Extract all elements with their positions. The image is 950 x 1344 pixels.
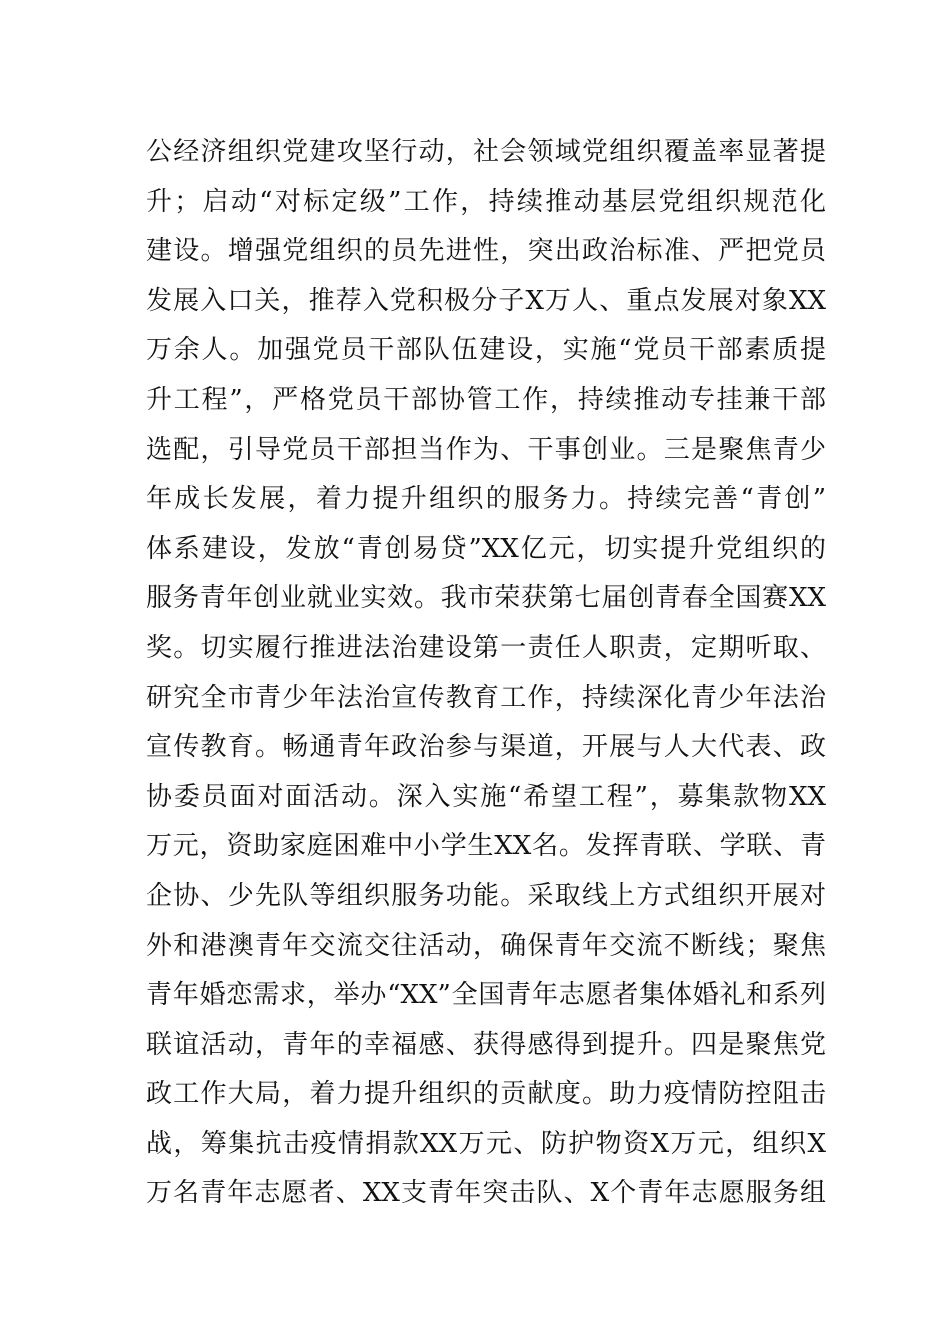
text-line: 青年婚恋需求，举办“XX”全国青年志愿者集体婚礼和系列 (146, 980, 826, 1011)
text-line: 万元，资助家庭困难中小学生XX名。发挥青联、学联、青 (146, 831, 826, 862)
text-line: 公经济组织党建攻坚行动，社会领域党组织覆盖率显著提 (146, 137, 826, 167)
text-line: 战，筹集抗击疫情捐款XX万元、防护物资X万元，组织X (146, 1128, 826, 1159)
text-line: 建设。增强党组织的员先进性，突出政治标准、严把党员 (146, 236, 826, 267)
text-line: 体系建设，发放“青创易贷”XX亿元，切实提升党组织的 (146, 533, 826, 564)
text-line: 年成长发展，着力提升组织的服务力。持续完善“青创” (146, 484, 826, 515)
body-text (146, 128, 826, 1219)
text-line: 研究全市青少年法治宣传教育工作，持续深化青少年法治 (146, 682, 826, 713)
text-line: 万余人。加强党员干部队伍建设，实施“党员干部素质提 (146, 335, 826, 366)
text-line: 协委员面对面活动。深入实施“希望工程”，募集款物XX (146, 781, 826, 812)
text-line: 外和港澳青年交流交往活动，确保青年交流不断线；聚焦 (146, 930, 826, 961)
text-line: 企协、少先队等组织服务功能。采取线上方式组织开展对 (146, 880, 826, 911)
text-line: 奖。切实履行推进法治建设第一责任人职责，定期听取、 (146, 632, 826, 663)
text-line: 政工作大局，着力提升组织的贡献度。助力疫情防控阻击 (146, 1079, 826, 1110)
text-line: 升工程”，严格党员干部协管工作，持续推动专挂兼干部 (146, 384, 826, 415)
text-line: 联谊活动，青年的幸福感、获得感得到提升。四是聚焦党 (146, 1029, 826, 1060)
text-line: 宣传教育。畅通青年政治参与渠道，开展与人大代表、政 (146, 732, 826, 763)
text-line: 万名青年志愿者、XX支青年突击队、X个青年志愿服务组 (146, 1178, 826, 1209)
text-line: 选配，引导党员干部担当作为、干事创业。三是聚焦青少 (146, 434, 826, 465)
text-line: 发展入口关，推荐入党积极分子X万人、重点发展对象XX (146, 285, 826, 316)
text-line: 升；启动“对标定级”工作，持续推动基层党组织规范化 (146, 186, 826, 217)
text-line: 服务青年创业就业实效。我市荣获第七届创青春全国赛XX (146, 583, 826, 614)
